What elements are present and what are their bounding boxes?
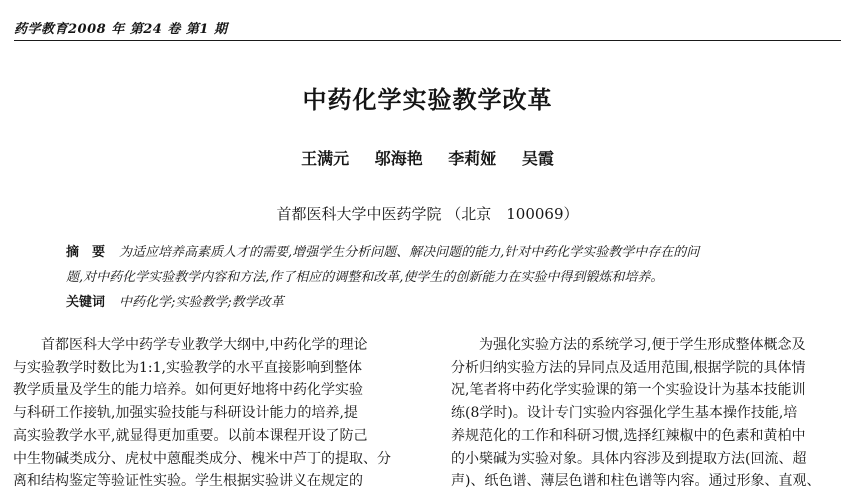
author-list	[0, 146, 855, 169]
abstract-line	[66, 240, 841, 265]
abstract-label: 摘 要	[66, 245, 106, 260]
body-line: 离和结构鉴定等验证性实验。学生根据实验讲义在规定的	[13, 473, 363, 490]
body-line: 教学质量及学生的能力培养。如何更好地将中药化学实验	[13, 382, 363, 399]
body-line: 声)、纸色谱、薄层色谱和柱色谱等内容。通过形象、直观、	[451, 473, 821, 490]
running-header: 药学教育2008 年 第24 卷 第1 期	[14, 22, 228, 37]
author-name: 李莉娅	[448, 149, 497, 168]
abstract-line: 题,对中药化学实验教学内容和方法,作了相应的调整和改革,使学生的创新能力在实验中得到锻炼和培养。	[66, 270, 664, 285]
author-name: 邬海艳	[374, 149, 423, 168]
body-line: 与实验教学时数比为1:1,实验教学的水平直接影响到整体	[13, 359, 362, 376]
abstract-text: 为适应培养高素质人才的需要,增强学生分析问题、解决问题的能力,针对中药化学实验教学中存在的问	[119, 245, 700, 260]
body-line: 首都医科大学中药学专业教学大纲中,中药化学的理论	[13, 337, 368, 353]
body-line: 与科研工作接轨,加强实验技能与科研设计能力的培养,提	[13, 405, 358, 422]
author-affiliation: 首都医科大学中医药学院 （北京 100069）	[276, 205, 579, 223]
keywords-line	[66, 290, 841, 315]
body-line: 况,笔者将中药化学实验课的第一个实验设计为基本技能训	[451, 382, 806, 399]
body-column-right	[451, 334, 846, 493]
article-title: 中药化学实验教学改革	[302, 86, 553, 114]
body-line: 高实验教学水平,就显得更加重要。以前本课程开设了防己	[13, 427, 368, 444]
abstract-section	[66, 240, 841, 315]
keywords-label: 关键词	[66, 295, 106, 310]
body-line: 为强化实验方法的系统学习,便于学生形成整体概念及	[451, 337, 806, 353]
body-line: 的小檗碱为实验对象。具体内容涉及到提取方法(回流、超	[451, 450, 807, 467]
body-line: 练(8学时)。设计专门实验内容强化学生基本操作技能,培	[451, 405, 798, 422]
author-name: 王满元	[301, 149, 350, 168]
body-column-left	[13, 334, 418, 493]
author-name: 吴霞	[521, 149, 554, 168]
keywords-text: 中药化学;实验教学;教学改革	[119, 295, 284, 310]
body-line: 中生物碱类成分、虎杖中蒽醌类成分、槐米中芦丁的提取、分	[13, 450, 391, 467]
body-line: 养规范化的工作和科研习惯,选择红辣椒中的色素和黄柏中	[451, 427, 806, 444]
header-rule	[14, 40, 841, 41]
body-line: 分析归纳实验方法的异同点及适用范围,根据学院的具体情	[451, 359, 806, 376]
